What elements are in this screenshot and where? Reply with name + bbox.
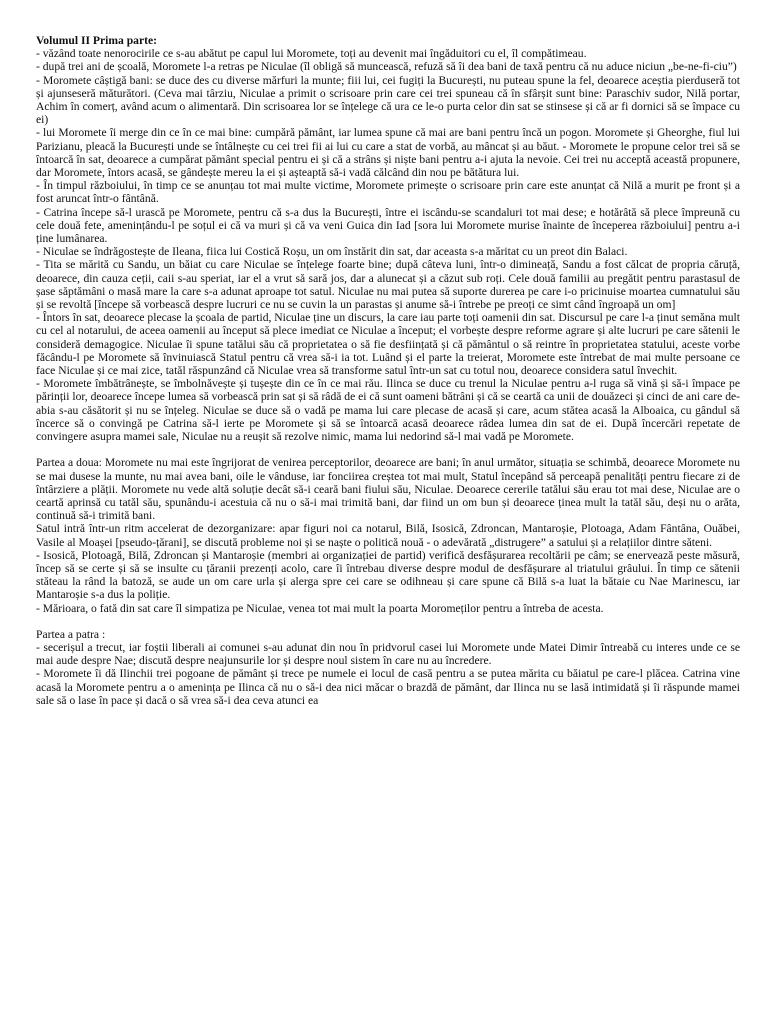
paragraph: - Niculae se îndrăgostește de Ileana, fiica lui Costică Roșu, un om înstărit din sat, dar aceasta s-a măritat cu un preot din Balaci. [36,245,628,259]
paragraph: - Mărioara, o fată din sat care îl simpatiza pe Niculae, venea tot mai mult la poarta Moromeților pentru a întreba de acesta. [36,601,604,615]
paragraph: Partea a patra : [36,627,106,641]
paragraph: - Isosică, Plotoagă, Bilă, Zdroncan și Mantaroșie (membri ai organizației de partid) verifică desfășurarea recoltării pe câm; se enervează peste măsură, încep să se certe și să se insulte cu țăranii prezenți acolo, care îi întrebau diverse despre modul de desfășurare al triatului grâului. În timp ce sătenii stăteau la rând la batoză, se aude un om care urla și alerga spre cei care se odihneau și care spune că Bilă s-a luat la bătaie cu Nae Marinescu, iar Mantaroșie s-a dus la poliție. [36,548,740,602]
paragraph: - Moromete îi dă Ilinchii trei pogoane de pământ și trece pe numele ei locul de casă pentru a se putea mărita cu băiatul pe care-l plăcea. Catrina vine acasă la Moromete pentru a o amenința pe Ilinca că nu o să-i dea nici măcar o brazdă de pământ, dar Ilinca nu se lasă intimidată și îi răspunde mamei sale să o lase în pace și dacă o să vrea să-i dea ceva atunci ea [36,667,740,707]
paragraph-gap [36,615,740,628]
paragraph: - secerișul a trecut, iar foștii liberali ai comunei s-au adunat din nou în pridvorul casei lui Moromete unde Matei Dimir întreabă cu interes unde ce se mai aude despre Nae; discută despre neajunsurile lor și despre noul sistem în care nu au încredere. [36,640,740,668]
paragraph: - după trei ani de școală, Moromete l-a retras pe Niculae (îl obligă să muncească, refuză să îi dea bani de taxă pentru că nu aduce niciun „be-ne-fi-ciu”) [36,60,737,74]
paragraph: - În timpul războiului, în timp ce se anunțau tot mai multe victime, Moromete primește o scrisoare prin care este anunțat că Nilă a murit pe front și a fost aruncat într-o fântână. [36,179,740,206]
paragraph-gap [36,443,740,456]
paragraph: - văzând toate nenorocirile ce s-au abătut pe capul lui Moromete, toți au devenit mai îngăduitori cu el, îl compătimeau. [36,47,587,61]
document-body [36,47,740,707]
paragraph: - Moromete îmbătrânește, se îmbolnăvește și tușește din ce în ce mai rău. Ilinca se duce cu trenul la Niculae pentru a-l ruga să vină și să-i împace pe părinții lor, deoarece începe lumea să vorbească prin sat și să râdă de ei că sunt oameni bătrâni și că se ceartă ca unii de douăzeci și cinci de ani care de-abia s-au căsătorit și nu se înțeleg. Niculae se duce să o vadă pe mama lui care plecase de acasă și care, acum stătea acasă la Alboaica, cu gândul să încerce să o convingă pe Catrina să-l ierte pe Moromete și să se întoarcă acasă deoarece râdea lumea din sat de ei. După încercări repetate de convingere asupra mamei sale, Niculae nu a reușit să rezolve nimic, mama lui nedorind să-l mai vadă pe Moromete. [36,377,740,444]
paragraph: Partea a doua: Moromete nu mai este îngrijorat de venirea perceptorilor, deoarece are bani; în anul următor, situația se schimbă, deoarece Moromete nu se mai dusese la munte, nu mai avea bani, oile le vânduse, iar fonciirea creștea tot mai mult, Statul începând să perceapă penalități pentru fiecare zi de întârziere a plății. Moromete nu vede altă soluție decât să-i ceară bani fiului său, Niculae. Deoarece cererile tatălui său erau tot mai dese, Niculae are o ceartă aprinsă cu tatăl său, spunându-i acestuia că nu o să-i mai trimită bani, dar fiind un om bun și deoarece ținea mult la tatăl său, deși nu o arăta, continuă să-i trimită bani. [36,456,740,523]
paragraph: Satul intră într-un ritm accelerat de dezorganizare: apar figuri noi ca notarul, Bilă, Isosică, Zdroncan, Mantaroșie, Plotoaga, Adam Fântâna, Ouăbei, Vasile al Moașei [pseudo-țărani], se discută probleme noi și se naște o politică nouă - o adevărată „distrugere” a satului și a relațiilor dintre săteni. [36,522,740,549]
paragraph: - lui Moromete îi merge din ce în ce mai bine: cumpără pământ, iar lumea spune că mai are bani pentru încă un pogon. Moromete și Gheorghe, fiul lui Parizianu, pleacă la București unde se întâlnește cu cei trei fii ai lui cu care a stat de vorbă, au mâncat și au băut. - Moromete le propune celor trei să se întoarcă în sat, deoarece a cumpărat pământ special pentru ei și că a strâns și niște bani pentru a-i ajuta la nevoie. Cei trei nu acceptă această propunere, dar Moromete, întors acasă, se gândește mereu la ei și așteaptă să-i vadă călcând din nou pe bătătura lui. [36,126,740,180]
paragraph: - Tita se mărită cu Sandu, un băiat cu care Niculae se înțelege foarte bine; după câteva luni, într-o dimineață, Sandu a fost călcat de propria căruță, deoarece, din cauza ceții, caii s-au speriat, iar el a vrut să sară jos, dar a alunecat și a căzut sub roți. Cele două familii au pregătit pentru parastasul de șase săptămâni o masă mare la care s-a adunat aproape tot satul. Niculae nu mai putea să suporte durerea pe care i-o pricinuise moartea cumnatului său și se revoltă [începe să vorbească despre lucruri ce nu se cuvin la un parastas și anume să-i întrebe pe preoți ce simt când îngroapă un om] [36,258,740,312]
paragraph: - Moromete câștigă bani: se duce des cu diverse mărfuri la munte; fiii lui, cei fugiți la București, nu puteau spune la fel, deoarece aceștia pierduseră tot și ajunseseră măturători. (Ceva mai târziu, Niculae a primit o scrisoare prin care cei trei spuneau că în sfârșit sunt bine: Paraschiv sudor, Nilă portar, Achim în comerț, având acum o alimentară. Din scrisoarea lor se înțelege că ura ce le-o purta celor din sat se stinsese și că ar fi dornici să se împace cu ei) [36,73,740,127]
paragraph: - Întors în sat, deoarece plecase la școala de partid, Niculae ține un discurs, la care iau parte toți oamenii din sat. Discursul pe care l-a ținut semăna mult cu cel al notarului, de aceea oamenii au început să plece imediat ce Niculae a început; el vorbește despre reforme agrare și alte lucruri pe care sătenii le consideră demagogice. Niculae îi spune tatălui său că proprietatea o să fie desființată și că pământul o să reintre în proprietatea statului, aceste vorbe făcându-l pe Moromete să învinuiască Statul pentru că vrea să-i ia tot. Luând și el parte la treierat, Moromete este întrebat de mai multe persoane ce face Niculae și ce mai zice, tatăl răspunzând că Niculae vrea să transforme satul într-un sat cu totul nou, deoarece considera satul învechit. [36,311,740,378]
document-title: Volumul II Prima parte: [36,34,157,47]
paragraph: - Catrina începe să-l urască pe Moromete, pentru că s-a dus la București, între ei iscându-se scandaluri tot mai dese; e hotărâtă să plece împreună cu cele două fete, amenințându-l pe soțul ei că va muri și că va veni Guica din Iad [sora lui Moromete murise înainte de începerea războiului] pentru a-i ține lumânarea. [36,205,740,246]
